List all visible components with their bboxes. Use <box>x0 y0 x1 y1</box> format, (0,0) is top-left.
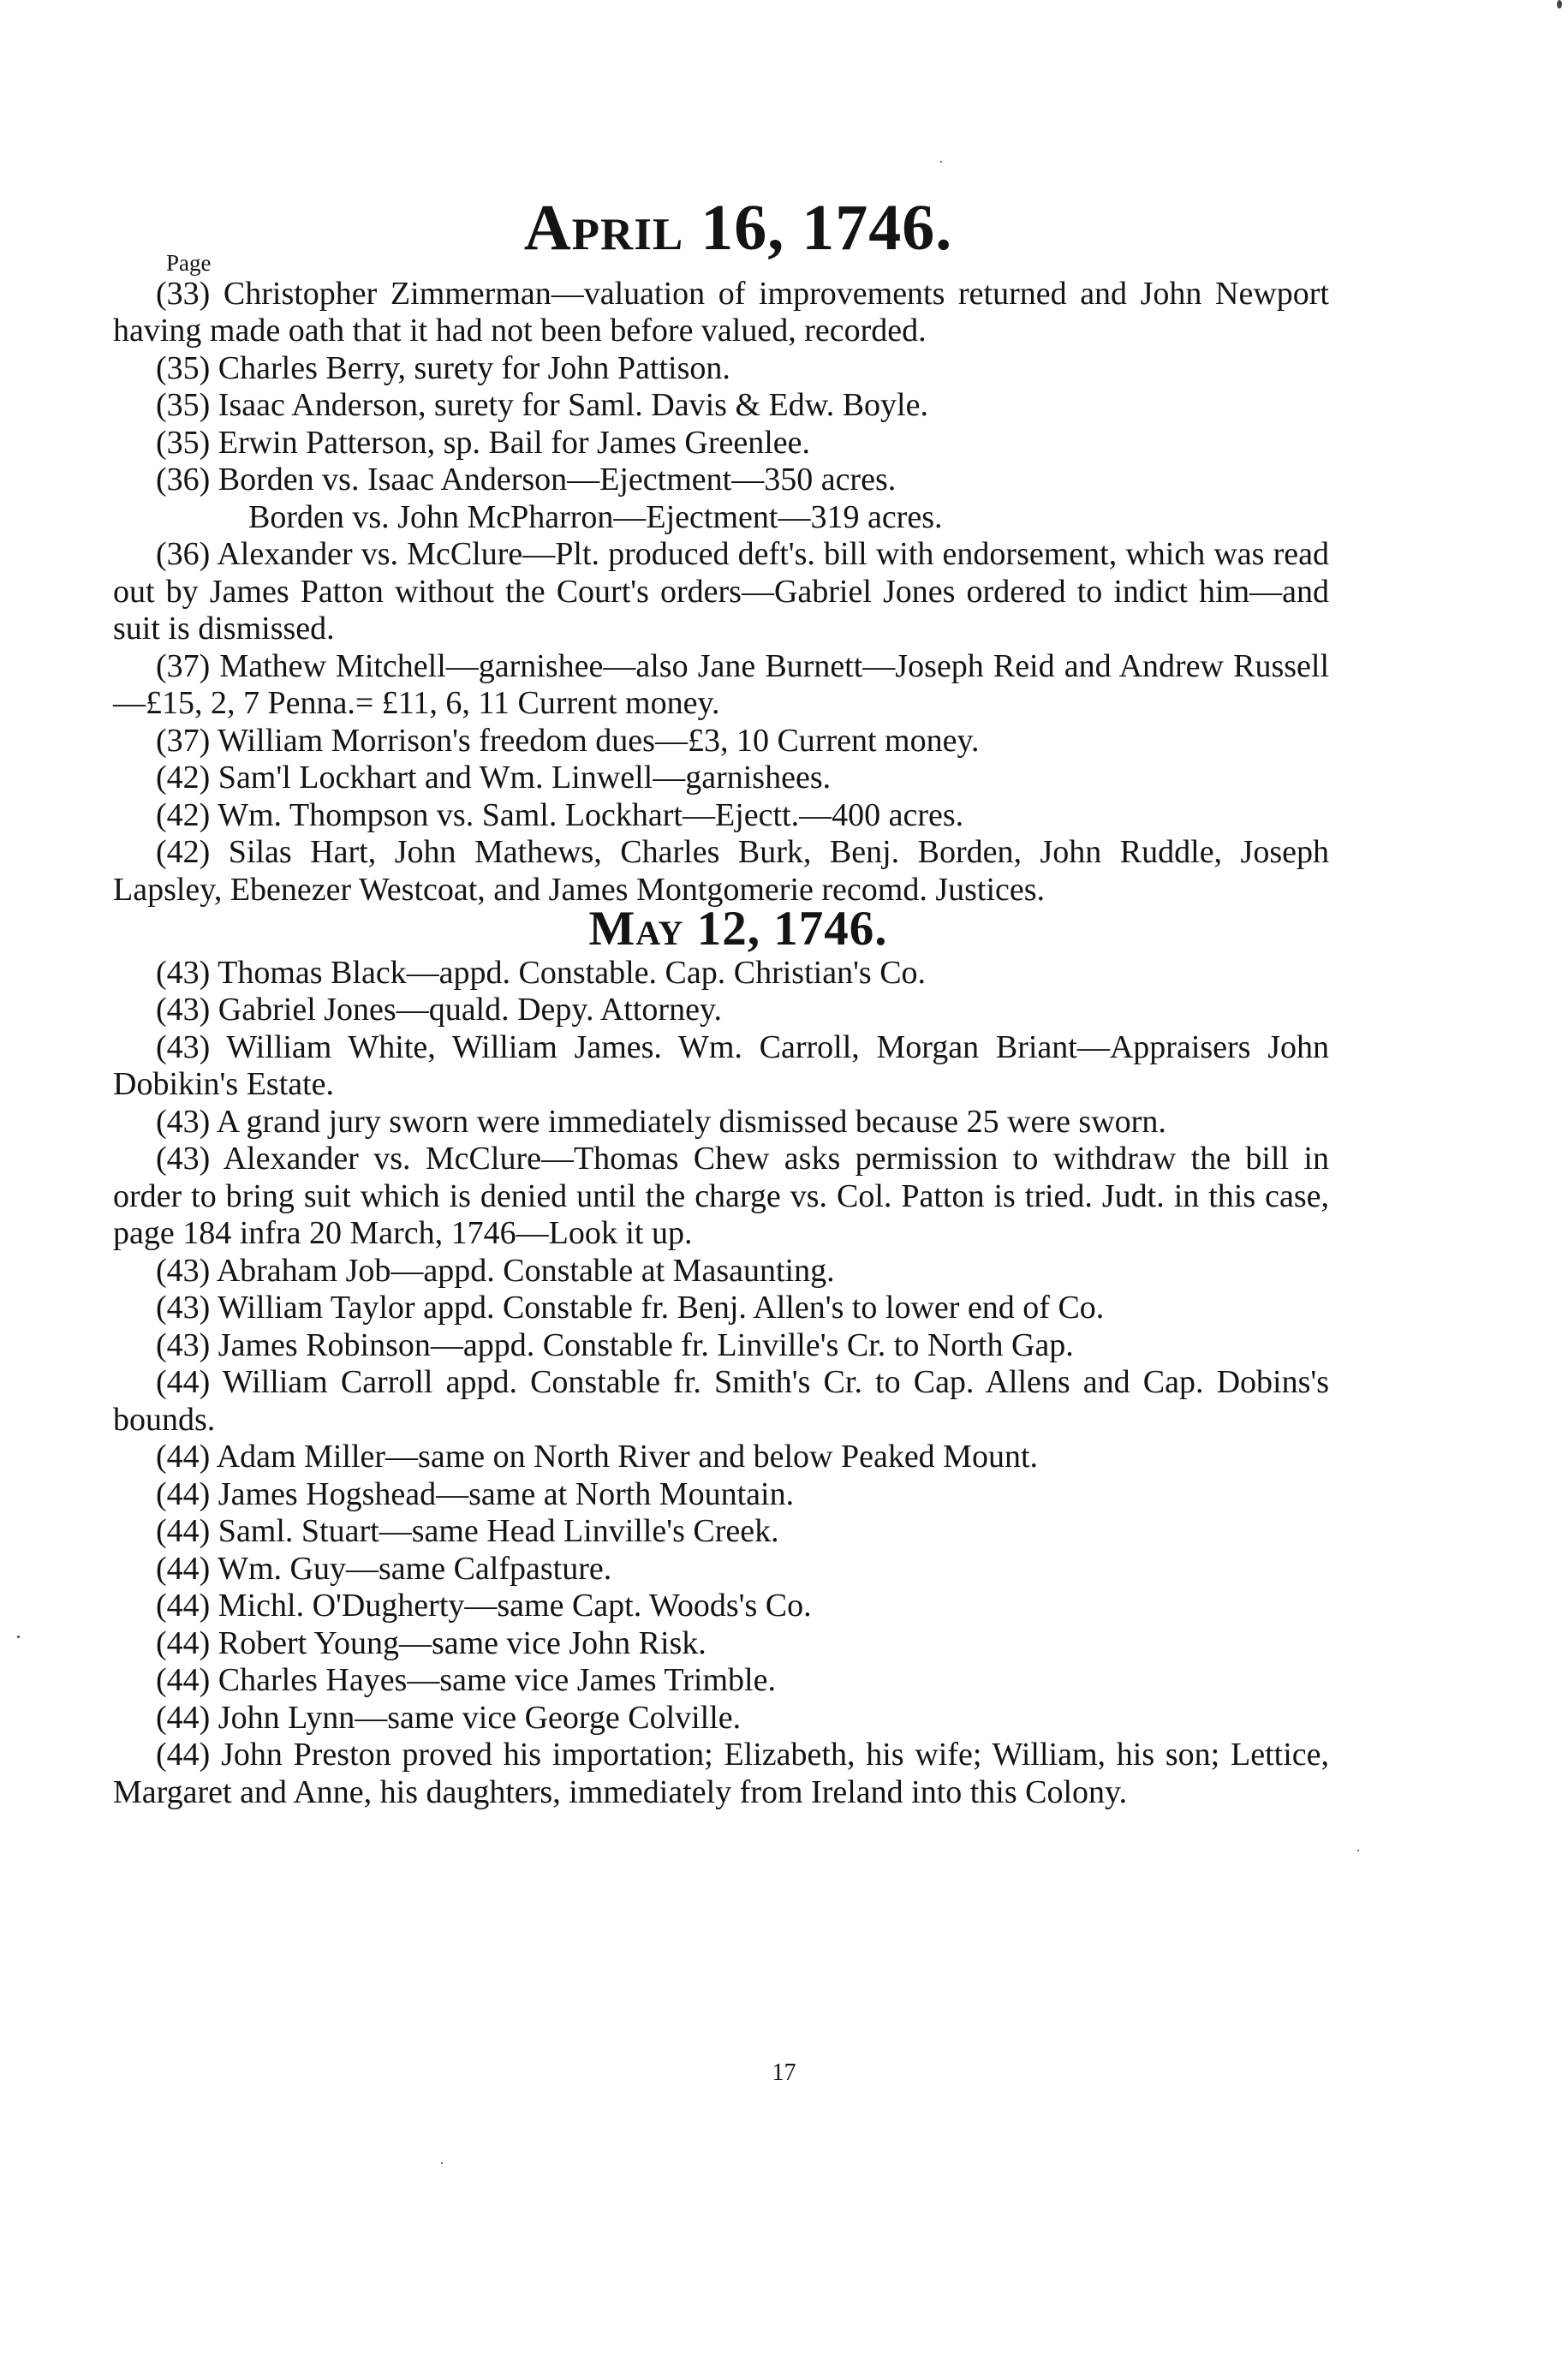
scan-speck <box>17 1636 20 1638</box>
entry-44-hayes: (44) Charles Hayes—same vice James Trimble. <box>156 1662 776 1698</box>
entry-44-carroll: (44) William Carroll appd. Constable fr. Smith's Cr. to Cap. Allens and Cap. Dobins's bounds. <box>113 1364 1329 1438</box>
scan-speck <box>940 161 942 163</box>
entry-44-stuart: (44) Saml. Stuart—same Head Linville's Creek. <box>156 1513 779 1549</box>
entry-43-taylor: (43) William Taylor appd. Constable fr. Benj. Allen's to lower end of Co. <box>156 1290 1105 1326</box>
entry-44-hogshead: (44) James Hogshead—same at North Mountain. <box>156 1475 795 1512</box>
entry-44-young: (44) Robert Young—same vice John Risk. <box>156 1624 706 1661</box>
section-heading-may-12-1746: May 12, 1746. <box>588 902 888 956</box>
entry-43-robinson: (43) James Robinson—appd. Constable fr. Linville's Cr. to North Gap. <box>156 1326 1074 1363</box>
entry-43-appraisers: (43) William White, William James. Wm. Carroll, Morgan Briant—Appraisers John Dobikin's Estate. <box>113 1028 1329 1102</box>
entry-43-alexander-mcclure: (43) Alexander vs. McClure—Thomas Chew asks permission to withdraw the bill in order to bring suit which is denied until the charge vs. Col. Patton is tried. Judt. in this case, page 184 infra 20 March, 1746—Look it up. <box>113 1141 1329 1251</box>
section-heading-april-16-1746: April 16, 1746. <box>523 192 953 264</box>
entry-36-borden-mcpharron: Borden vs. John McPharron—Ejectment—319 acres. <box>248 498 943 535</box>
scan-speck <box>1357 1850 1359 1851</box>
entry-35-berry: (35) Charles Berry, surety for John Pattison. <box>156 349 730 386</box>
entry-37-morrison: (37) William Morrison's freedom dues—£3, 10 Current money. <box>156 722 980 759</box>
entry-43-black: (43) Thomas Black—appd. Constable. Cap. Christian's Co. <box>156 954 927 991</box>
entry-36-borden-anderson: (36) Borden vs. Isaac Anderson—Ejectment—350 acres. <box>156 462 897 498</box>
entry-42-thompson-lockhart: (42) Wm. Thompson vs. Saml. Lockhart—Ejectt.—400 acres. <box>156 796 964 833</box>
entry-42-lockhart-linwell: (42) Sam'l Lockhart and Wm. Linwell—garnishees. <box>156 760 832 796</box>
entry-44-miller: (44) Adam Miller—same on North River and below Peaked Mount. <box>156 1439 1039 1475</box>
scan-speck <box>1557 0 1562 9</box>
page-body <box>113 192 1329 1811</box>
entry-42-justices: (42) Silas Hart, John Mathews, Charles Burk, Benj. Borden, John Ruddle, Joseph Lapsley, Ebenezer Westcoat, and James Montgomerie recomd. Justices. <box>113 834 1329 908</box>
entry-44-lynn: (44) John Lynn—same vice George Colville. <box>156 1699 742 1736</box>
entry-35-patterson: (35) Erwin Patterson, sp. Bail for James Greenlee. <box>156 424 811 461</box>
entry-44-guy: (44) Wm. Guy—same Calfpasture. <box>156 1550 612 1587</box>
entry-43-job: (43) Abraham Job—appd. Constable at Masaunting. <box>156 1252 835 1289</box>
entry-44-preston: (44) John Preston proved his importation; Elizabeth, his wife; William, his son; Lettice, Margaret and Anne, his daughters, immediately from Ireland into this Colony. <box>113 1737 1329 1810</box>
entry-36-alexander-mcclure: (36) Alexander vs. McClure—Plt. produced deft's. bill with endorsement, which was read out by James Patton without the Court's orders—Gabriel Jones ordered to indict him—and suit is dismissed. <box>113 536 1329 647</box>
page-column-label: Page <box>166 249 212 276</box>
page-number: 17 <box>772 2059 796 2086</box>
entry-35-anderson: (35) Isaac Anderson, surety for Saml. Davis & Edw. Boyle. <box>156 387 928 423</box>
entry-37-mitchell: (37) Mathew Mitchell—garnishee—also Jane Burnett—Joseph Reid and Andrew Russell—£15, 2, 7 Penna.= £11, 6, 11 Current money. <box>113 647 1329 721</box>
scan-speck <box>441 2162 443 2164</box>
entry-33-zimmerman: (33) Christopher Zimmerman—valuation of improvements returned and John Newport having made oath that it had not been before valued, recorded. <box>113 275 1329 349</box>
entry-43-jones: (43) Gabriel Jones—quald. Depy. Attorney. <box>156 992 722 1028</box>
entry-44-odugherty: (44) Michl. O'Dugherty—same Capt. Woods's Co. <box>156 1588 812 1624</box>
entry-43-grand-jury: (43) A grand jury sworn were immediately dismissed because 25 were sworn. <box>156 1103 1166 1140</box>
